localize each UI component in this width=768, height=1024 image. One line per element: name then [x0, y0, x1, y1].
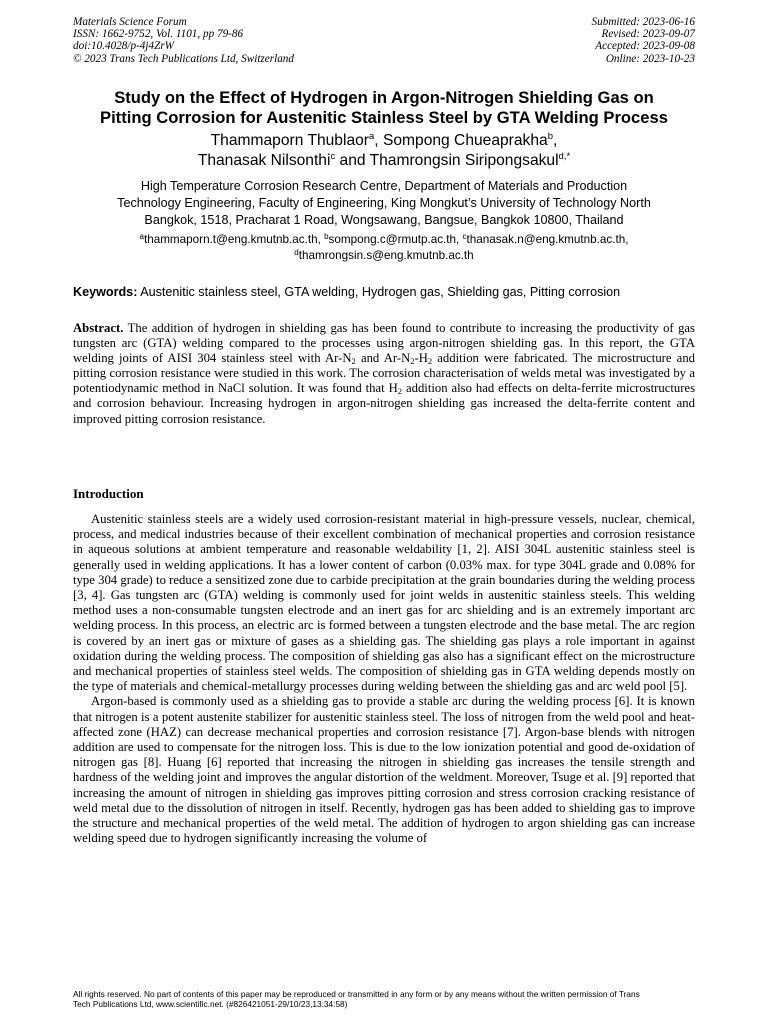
abstract-label: Abstract.: [73, 321, 124, 335]
affiliation-line-3: Bangkok, 1518, Pracharat 1 Road, Wongsawang, Bangsue, Bangkok 10800, Thailand: [144, 213, 624, 227]
paper-title: [40, 88, 728, 127]
journal-issn: ISSN: 1662-9752, Vol. 1101, pp 79-86: [73, 28, 244, 41]
paragraph: Argon-based is commonly used as a shielding gas to provide a stable arc during the welding process [6]. It is known that nitrogen is a potent austenite stabilizer for austenitic stainless steel. The loss of nitrogen from the weld pool and heat-affected zone (HAZ) can decrease mechanical properties and corrosion resistance [7]. Argon-base blends with nitrogen addition are used to compensate for the nitrogen loss. This is due to the low ionization potential and good de-oxidation of nitrogen gas [8]. Huang [6] reported that increasing the nitrogen in shielding gas increases the tensile strength and hardness of the welding joint and improves the angular distortion of the weldment. Moreover, Tsuge et al. [9] reported that increasing the amount of nitrogen in shielding gas improves pitting corrosion and stress corrosion cracking resistance of weld metal due to the dissolution of nitrogen in itself. Recently, hydrogen gas has been added to shielding gas to improve the structure and mechanical properties of the weld metal. The addition of hydrogen to argon shielding gas can increase welding speed due to hydrogen significantly increasing the volume of: [73, 694, 696, 846]
author-marker: c: [330, 150, 336, 162]
affiliation: [60, 178, 708, 229]
abstract-text: The addition of hydrogen in shielding gas has been found to contribute to increasing the productivity of gas tungsten arc (GTA) welding compared to the processes using argon-nitrogen shielding gas. In this report, the GTA welding joints of AISI 304 stainless steel with Ar-N: [73, 321, 695, 366]
author-separator: ,: [374, 132, 383, 149]
author-separator: and: [335, 151, 370, 169]
emails-line-2: [60, 248, 708, 264]
introduction-body: [73, 512, 695, 846]
author-separator: ,: [552, 132, 558, 149]
email-marker: c: [462, 232, 467, 241]
date-online: Online: 2023-10-23: [605, 52, 695, 65]
journal-header: [73, 16, 294, 65]
affiliation-line-2: Technology Engineering, Faculty of Engineering, King Mongkut’s University of Technology North: [117, 196, 651, 210]
abstract-text: and Ar-N: [355, 351, 411, 366]
author-marker: a: [369, 131, 375, 142]
subscript: 2: [351, 356, 356, 367]
email-marker: a: [139, 232, 144, 241]
author-list: [40, 131, 728, 170]
keywords-label: Keywords:: [73, 285, 138, 299]
email-link[interactable]: thanasak.n@eng.kmutnb.ac.th,: [466, 233, 629, 246]
footer-line-1: All rights reserved. No part of contents of this paper may be reproduced or transmitted in any form or by any means without the written permission of Trans: [73, 989, 640, 999]
author-line-1: [40, 131, 728, 151]
abstract-text: addition were fabricated. The microstructure and pitting corrosion resistance were studied in this work. The corrosion characterisation of welds metal was investigated by a potentiodynamic method in NaCl solution. It was found that H: [73, 351, 696, 396]
keywords-text: Austenitic stainless steel, GTA welding, Hydrogen gas, Shielding gas, Pitting corrosion: [137, 285, 621, 299]
affiliation-line-1: High Temperature Corrosion Research Centre, Department of Materials and Production: [140, 179, 628, 193]
footer-line-2: Tech Publications Ltd, www.scientific.net. (#826421051-29/10/23,13:34:58): [73, 998, 348, 1009]
publication-dates: [592, 16, 695, 65]
email-marker: d: [294, 247, 299, 257]
author-marker: d,*: [558, 150, 571, 162]
author-name: Thammaporn Thublaor: [210, 132, 369, 149]
author-name: Thamrongsin Siripongsakul: [369, 151, 559, 169]
author-name: Sompong Chueaprakha: [382, 132, 548, 149]
journal-copyright: © 2023 Trans Tech Publications Ltd, Switzerland: [73, 52, 294, 65]
date-revised: Revised: 2023-09-07: [601, 28, 695, 41]
journal-doi: doi:10.4028/p-4j4ZrW: [73, 40, 174, 53]
subscript: 2: [410, 356, 415, 367]
author-marker: b: [547, 131, 553, 142]
paragraph: Austenitic stainless steels are a widely used corrosion-resistant material in high-pressure vessels, nuclear, chemical, process, and medical industries because of their excellent combination of mechanical properties and corrosion resistance in aqueous solutions at ambient temperature and reasonable weldability [1, 2]. AISI 304L austenitic stainless steel is generally used in welding applications. It has a lower content of carbon (0.03% max. for type 304L grade and 0.08% for type 304 grade) to reduce a sensitized zone due to carbide precipitation at the grain boundaries during the welding process [3, 4]. Gas tungsten arc (GTA) welding is commonly used for joint welds in austenitic stainless steels. This welding method uses a non-consumable tungsten electrode and an inert gas for arc shielding and is an extremely important arc welding process. In this process, an electric arc is formed between a tungsten electrode and the base metal. The arc region is covered by an inert gas or mixture of gases as a shielding gas. The shielding gas plays a role important in against oxidation during the welding process. The composition of shielding gas also has a significant effect on the microstructure and mechanical properties of stainless steel welds. The composition of shielding gas in GTA welding depends mostly on the type of materials and chemical-metallurgy processes during welding between the shielding gas and arc weld pool [5].: [73, 512, 695, 694]
section-heading-introduction: Introduction: [73, 486, 144, 501]
author-name: Thanasak Nilsonthi: [197, 151, 331, 169]
copyright-footer: [73, 990, 703, 1009]
email-link[interactable]: sompong.c@rmutp.ac.th,: [328, 233, 463, 246]
email-marker: b: [324, 232, 329, 241]
abstract-text: addition also had effects on delta-ferrite microstructures and corrosion behaviour. Increasing hydrogen in argon-nitrogen shielding gas increased the delta-ferrite content and improved pitting corrosion resistance.: [73, 381, 696, 426]
date-accepted: Accepted: 2023-09-08: [595, 40, 695, 53]
title-line-2: Pitting Corrosion for Austenitic Stainless Steel by GTA Welding Process: [100, 107, 668, 127]
author-line-2: [40, 151, 728, 171]
email-link[interactable]: thammaporn.t@eng.kmutnb.ac.th,: [143, 233, 325, 246]
abstract: [73, 321, 695, 427]
email-link[interactable]: thamrongsin.s@eng.kmutnb.ac.th: [298, 248, 474, 262]
subscript: 2: [427, 356, 433, 367]
subscript: 2: [397, 386, 403, 397]
emails-line-1: [60, 232, 708, 248]
author-emails: [60, 232, 708, 263]
date-submitted: Submitted: 2023-06-16: [591, 16, 695, 28]
title-line-1: Study on the Effect of Hydrogen in Argon-Nitrogen Shielding Gas on: [114, 88, 654, 107]
abstract-text: -H: [414, 351, 428, 366]
journal-name: Materials Science Forum: [73, 16, 187, 28]
keywords: [73, 284, 695, 300]
